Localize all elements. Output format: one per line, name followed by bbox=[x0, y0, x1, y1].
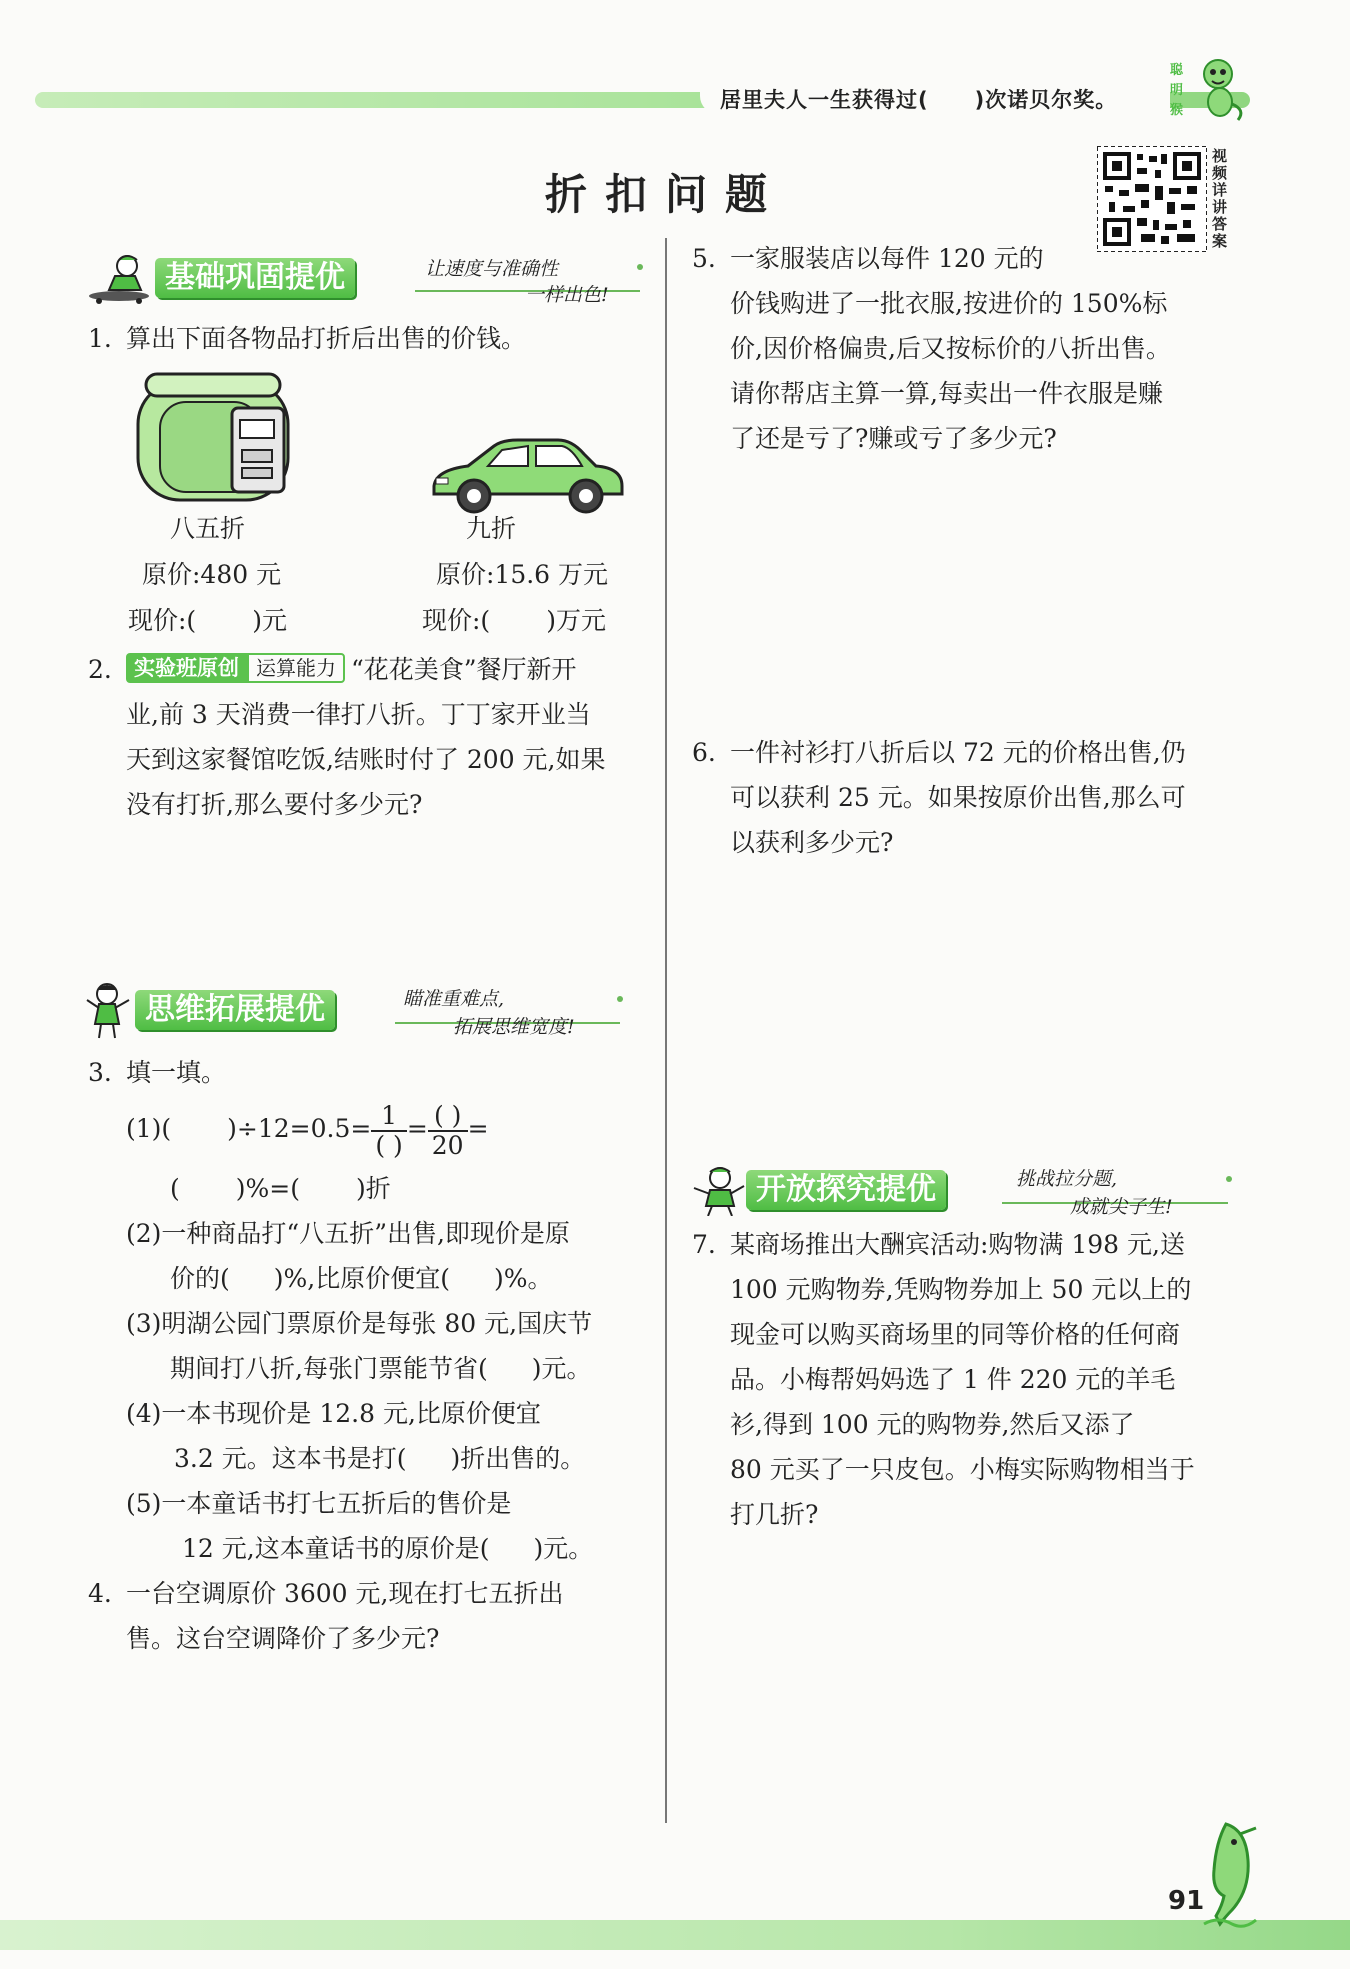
rice-cooker-icon bbox=[132, 368, 297, 508]
q2-number: 2. bbox=[88, 655, 112, 684]
section-banner-thinking bbox=[85, 980, 625, 1040]
section-label-basic: 基础巩固提优 bbox=[155, 258, 355, 298]
svg-text:明: 明 bbox=[1170, 83, 1184, 98]
car-icon bbox=[428, 436, 628, 518]
q6-line3: 以获利多少元? bbox=[730, 828, 894, 857]
skateboard-kid-icon bbox=[85, 252, 155, 304]
section-slogan-thinking-2: 拓展思维宽度! bbox=[453, 1016, 575, 1038]
tag-lab-original: 实验班原创 bbox=[126, 653, 247, 683]
q5-number: 5. bbox=[692, 244, 716, 273]
q7-line3: 现金可以购买商场里的同等价格的任何商 bbox=[730, 1320, 1181, 1349]
q3-part5-line1: (5)一本童话书打七五折后的售价是 bbox=[126, 1489, 512, 1518]
svg-text:猴: 猴 bbox=[1170, 103, 1184, 118]
q3-part5-line2: 12 元,这本童话书的原价是( )元。 bbox=[182, 1534, 594, 1563]
q6-number: 6. bbox=[692, 738, 716, 767]
q1-text: 算出下面各物品打折后出售的价钱。 bbox=[126, 324, 527, 353]
q2-line2: 业,前 3 天消费一律打八折。丁丁家开业当 bbox=[126, 700, 591, 729]
q1-number: 1. bbox=[88, 324, 112, 353]
dolphin-icon bbox=[1196, 1820, 1262, 1930]
section-banner-open bbox=[690, 1160, 1250, 1220]
footer-band bbox=[0, 1920, 1350, 1950]
page-title: 折扣问题 bbox=[544, 170, 785, 219]
q2-line3: 天到这家餐馆吃饭,结账时付了 200 元,如果 bbox=[126, 745, 606, 774]
q3-fraction-1: $\frac{1}{( )}$ bbox=[371, 1102, 406, 1160]
section-slogan-basic-1: 让速度与准确性 bbox=[425, 258, 559, 280]
q3-part3-line1: (3)明湖公园门票原价是每张 80 元,国庆节 bbox=[126, 1309, 593, 1338]
q7-line2: 100 元购物券,凭购物券加上 50 元以上的 bbox=[730, 1275, 1192, 1304]
q3-part1: (1)( )÷12=0.5= $\frac{1}{( )}$ = $\frac{( )}{20}$ = bbox=[126, 1100, 489, 1160]
q3-part3-line2: 期间打八折,每张门票能节省( )元。 bbox=[170, 1354, 592, 1383]
q5-line4: 请你帮店主算一算,每卖出一件衣服是赚 bbox=[730, 379, 1163, 408]
section-slogan-thinking-1: 瞄准重难点, bbox=[403, 988, 505, 1010]
q1-item2-discount: 九折 bbox=[466, 514, 517, 543]
svg-text:聪: 聪 bbox=[1170, 63, 1184, 78]
qr-caption: 视频详讲答案 bbox=[1212, 147, 1228, 250]
q2-line4: 没有打折,那么要付多少元? bbox=[126, 790, 423, 819]
q1-item2-current: 现价:( )万元 bbox=[422, 606, 606, 635]
q7-line6: 80 元买了一只皮包。小梅实际购物相当于 bbox=[730, 1455, 1195, 1484]
tag-skill: 运算能力 bbox=[247, 653, 345, 683]
q1-item1-discount: 八五折 bbox=[170, 514, 246, 543]
q3-part2-line2: 价的( )%,比原价便宜( )%。 bbox=[170, 1264, 553, 1293]
q3-part2-line1: (2)一种商品打“八五折”出售,即现价是原 bbox=[126, 1219, 570, 1248]
q5-line5: 了还是亏了?赚或亏了多少元? bbox=[730, 424, 1057, 453]
header-note: 居里夫人一生获得过( )次诺贝尔奖。 bbox=[720, 88, 1118, 112]
q1-item1-original: 原价:480 元 bbox=[142, 560, 282, 589]
monkey-mascot-icon bbox=[1168, 54, 1248, 124]
q3-text: 填一填。 bbox=[126, 1058, 227, 1087]
section-banner-basic bbox=[85, 248, 645, 308]
q3-part4-line2: 3.2 元。这本书是打( )折出售的。 bbox=[174, 1444, 586, 1473]
flying-kid-icon bbox=[690, 1164, 746, 1216]
q7-line4: 品。小梅帮妈妈选了 1 件 220 元的羊毛 bbox=[730, 1365, 1176, 1394]
q4-number: 4. bbox=[88, 1579, 112, 1608]
q3-fraction-2: $\frac{( )}{20}$ bbox=[428, 1102, 468, 1160]
q6-line1: 一件衬衫打八折后以 72 元的价格出售,仍 bbox=[730, 738, 1186, 767]
qr-code-icon[interactable] bbox=[1097, 146, 1207, 252]
q5-line3: 价,因价格偏贵,后又按标价的八折出售。 bbox=[730, 334, 1171, 363]
column-divider bbox=[665, 238, 667, 1823]
q5-line1: 一家服装店以每件 120 元的 bbox=[730, 244, 1044, 273]
section-slogan-basic-2: 一样出色! bbox=[525, 284, 609, 306]
q5-line2: 价钱购进了一批衣服,按进价的 150%标 bbox=[730, 289, 1168, 318]
q4-line2: 售。这台空调降价了多少元? bbox=[126, 1624, 440, 1653]
q7-line1: 某商场推出大酬宾活动:购物满 198 元,送 bbox=[730, 1230, 1185, 1259]
q1-item1-current: 现价:( )元 bbox=[128, 606, 287, 635]
q3-part4-line1: (4)一本书现价是 12.8 元,比原价便宜 bbox=[126, 1399, 541, 1428]
page-number: 91 bbox=[1168, 1886, 1205, 1916]
section-slogan-open-2: 成就尖子生! bbox=[1070, 1196, 1173, 1218]
dancing-girl-icon bbox=[85, 980, 135, 1040]
section-label-thinking: 思维拓展提优 bbox=[135, 990, 335, 1030]
q7-number: 7. bbox=[692, 1230, 716, 1259]
q4-line1: 一台空调原价 3600 元,现在打七五折出 bbox=[126, 1579, 564, 1608]
q7-line5: 衫,得到 100 元的购物券,然后又添了 bbox=[730, 1410, 1135, 1439]
q3-number: 3. bbox=[88, 1058, 112, 1087]
section-slogan-open-1: 挑战拉分题, bbox=[1016, 1168, 1118, 1190]
q3-part1-cont: ( )%=( )折 bbox=[170, 1174, 391, 1203]
q6-line2: 可以获利 25 元。如果按原价出售,那么可 bbox=[730, 783, 1186, 812]
q7-line7: 打几折? bbox=[730, 1500, 819, 1529]
q1-item2-original: 原价:15.6 万元 bbox=[436, 560, 609, 589]
q2-line1: 实验班原创 运算能力 “花花美食”餐厅新开 bbox=[126, 647, 577, 692]
section-label-open: 开放探究提优 bbox=[746, 1170, 946, 1210]
